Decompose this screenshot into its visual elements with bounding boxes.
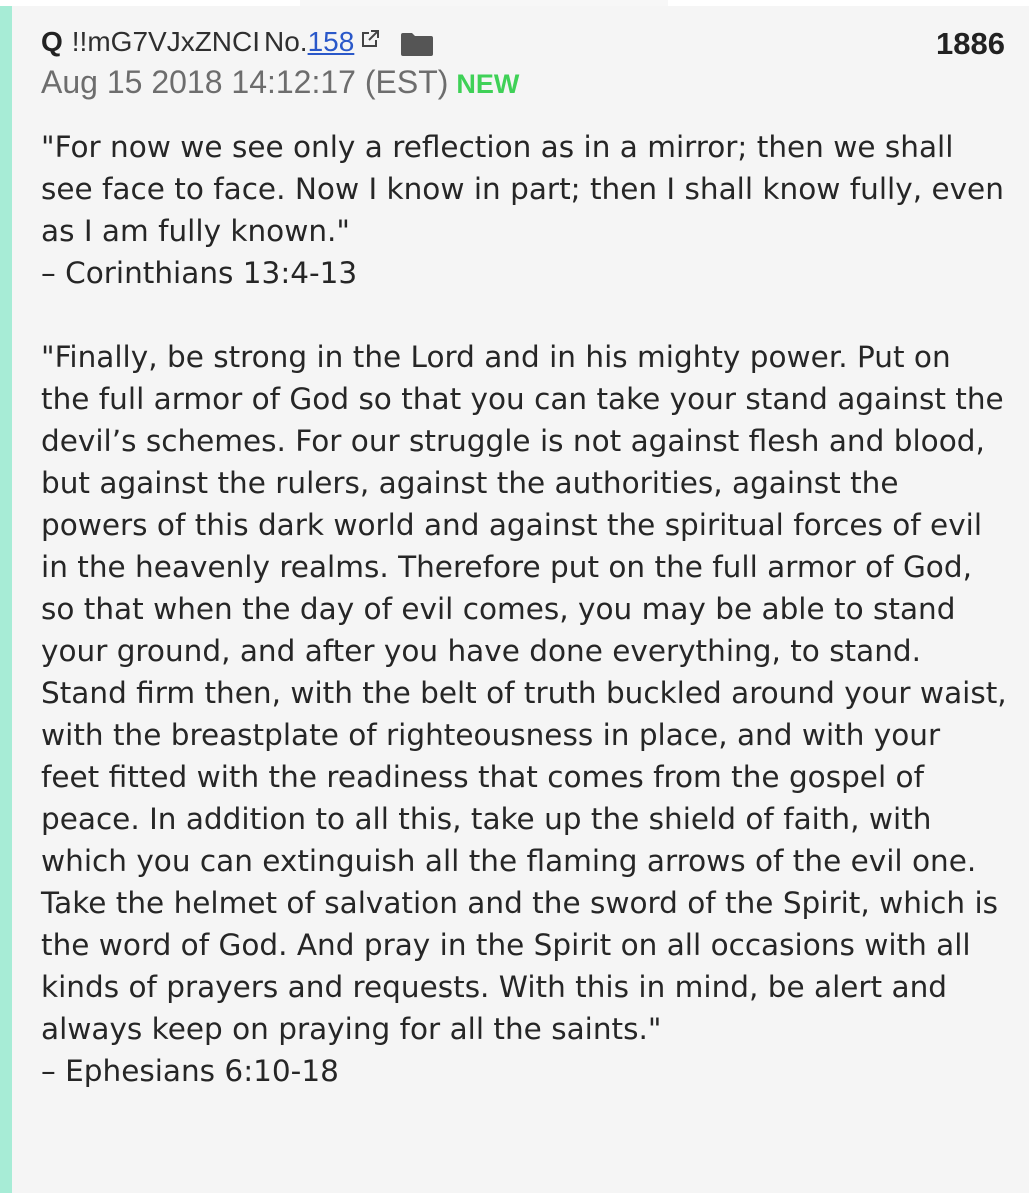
external-link-icon[interactable] — [358, 27, 382, 51]
post-date-line — [41, 64, 519, 101]
quote-corinthians: "For now we see only a reflection as in a mirror; then we shall see face to face. Now I know in part; then I shall know fully, even as I am fully known." — [41, 130, 1004, 248]
post-card — [0, 6, 1029, 1193]
quote-ephesians: "Finally, be strong in the Lord and in his mighty power. Put on the full armor of God so that you can take your stand against the devil’s schemes. For our struggle is not against flesh and blood, but against the rulers, against the authorities, against the powers of this dark world and against the spiritual forces of evil in the heavenly realms. Therefore put on the full armor of God, so that when the day of evil comes, you may be able to stand your ground, and after you have done everything, to stand. Stand firm then, with the belt of truth buckled around your waist, with the breastplate of righteousness in place, and with your feet fitted with the readiness that comes from the gospel of peace. In addition to all this, take up the shield of faith, with which you can extinguish all the flaming arrows of the evil one. Take the helmet of salvation and the sword of the Spirit, which is the word of God. And pray in the Spirit on all occasions with all kinds of prayers and requests. With this in mind, be alert and always keep on praying for all the saints." — [41, 340, 1007, 1046]
post-header — [41, 22, 1005, 102]
author-name: Q — [41, 26, 63, 57]
post-accent-bar — [0, 6, 12, 1193]
post-timestamp: Aug 15 2018 14:12:17 (EST) — [41, 64, 449, 100]
post-body — [41, 126, 1007, 1092]
reply-count: 1886 — [936, 26, 1005, 61]
post-meta-line — [41, 26, 434, 58]
folder-icon[interactable] — [400, 31, 434, 57]
post-number-link[interactable]: 158 — [307, 26, 355, 57]
tripcode: !!mG7VJxZNCI — [71, 26, 261, 57]
post-number-prefix: No. — [264, 26, 308, 57]
citation-corinthians: – Corinthians 13:4-13 — [41, 256, 358, 290]
citation-ephesians: – Ephesians 6:10-18 — [41, 1054, 339, 1088]
new-badge: NEW — [456, 69, 520, 99]
paragraph-gap — [41, 294, 1007, 336]
